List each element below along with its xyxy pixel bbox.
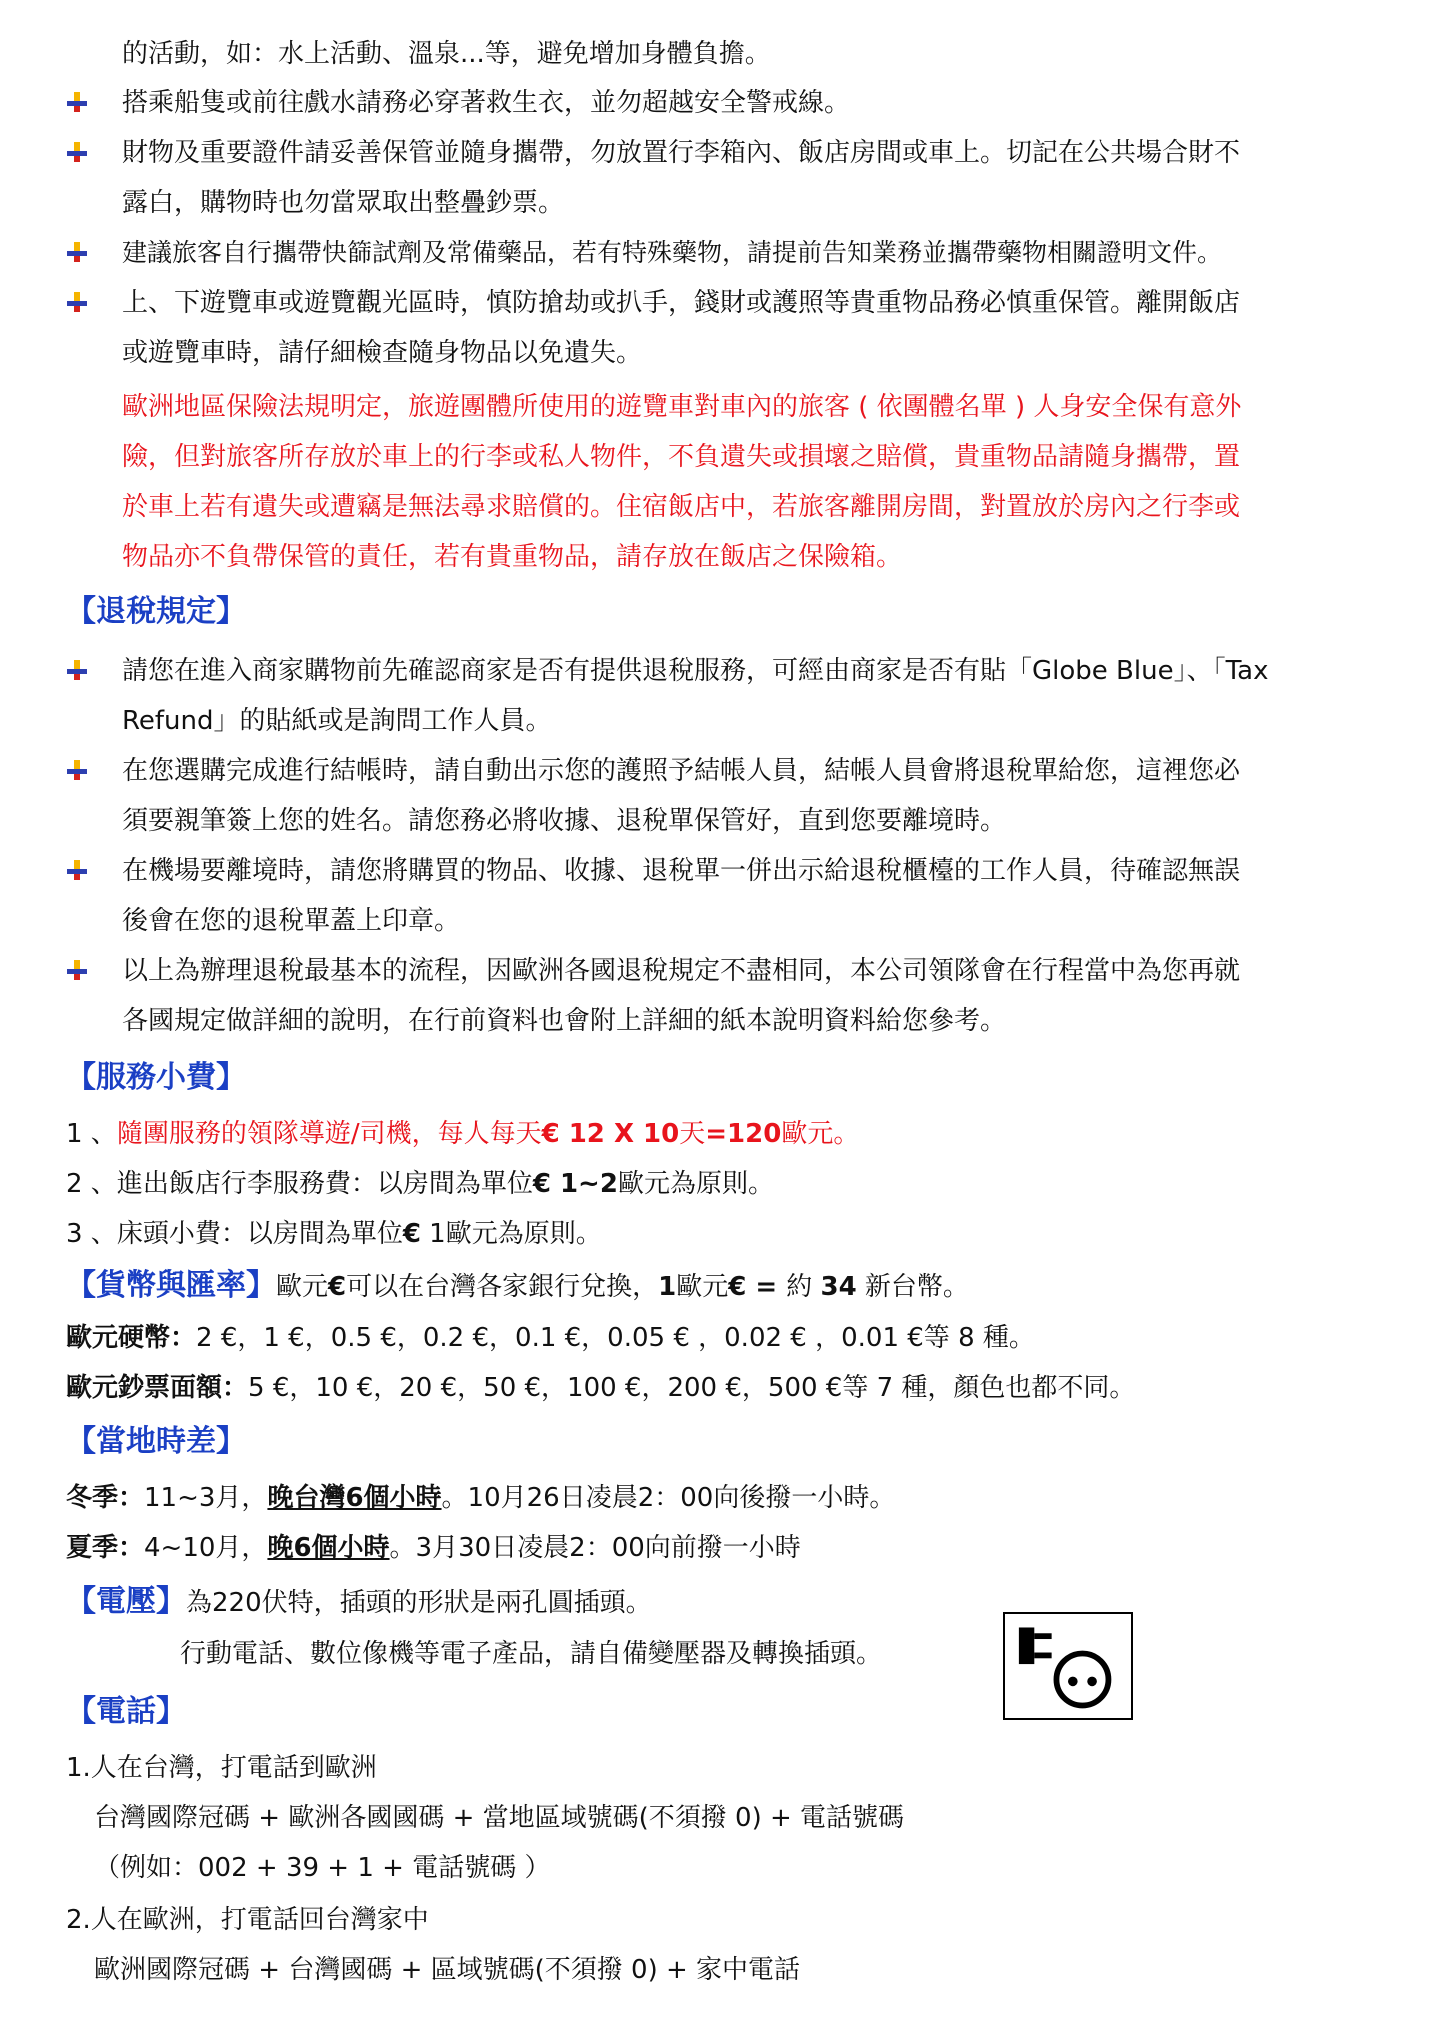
service-tips-heading: 【服務小費】: [66, 1060, 246, 1095]
bullet-icon: [66, 959, 88, 981]
intro-line-0: 的活動，如：水上活動、溫泉...等，避免增加身體負擔。: [122, 39, 771, 69]
currency-rate: 34: [820, 1272, 857, 1302]
summer-label: 夏季：: [66, 1533, 145, 1563]
currency-heading: 【貨幣與匯率】: [66, 1268, 276, 1303]
winter-months: 11~3月，: [144, 1483, 268, 1513]
currency-text-euro-2: 歐元: [676, 1272, 729, 1302]
banknotes-list: 5 €，10 €，20 €，50 €，100 €，200 €，500 €等 7 種，顏色也都不同。: [248, 1373, 1136, 1403]
tip-item-1-number: 1 、: [66, 1119, 117, 1149]
intro-item-2-line-2: 露白，購物時也勿當眾取出整疊鈔票。: [122, 188, 565, 218]
tax-item-1-line-1: 請您在進入商家購物前先確認商家是否有提供退稅服務，可經由商家是否有貼「Globe Blue」、「Tax: [122, 656, 1269, 686]
currency-twd: 新台幣。: [856, 1272, 969, 1302]
euro-symbol: €: [328, 1272, 347, 1302]
tip-item-2-number: 2 、: [66, 1169, 117, 1199]
winter-offset: 晚台灣6個小時: [267, 1483, 442, 1513]
winter-change: 。10月26日凌晨2：00向後撥一小時。: [441, 1483, 896, 1513]
insurance-note-line-2: 險，但對旅客所存放於車上的行李或私人物件，不負遺失或損壞之賠償，貴重物品請隨身攜帶，置: [122, 442, 1241, 472]
voltage-advice: 行動電話、數位像機等電子產品，請自備變壓器及轉換插頭。: [180, 1639, 883, 1669]
currency-approx: 約: [786, 1272, 821, 1302]
banknotes-line: [66, 1370, 1135, 1406]
time-difference-heading: 【當地時差】: [66, 1424, 246, 1459]
telephone-heading: 【電話】: [66, 1694, 186, 1729]
bullet-icon: [66, 91, 88, 113]
insurance-note-line-3: 於車上若有遺失或遭竊是無法尋求賠償的。住宿飯店中，若旅客離開房間，對置放於房內之行李或: [122, 492, 1241, 522]
currency-text-exchange: 可以在台灣各家銀行兌換，: [346, 1272, 659, 1302]
bullet-icon: [66, 659, 88, 681]
phone-line-3: （例如：002 + 39 + 1 + 電話號碼 ）: [94, 1853, 551, 1883]
winter-label: 冬季：: [66, 1483, 145, 1513]
tax-item-1-line-2: Refund」的貼紙或是詢問工作人員。: [122, 706, 552, 736]
tax-item-3-line-2: 後會在您的退稅單蓋上印章。: [122, 906, 461, 936]
tip-item-2: [66, 1166, 774, 1202]
tip-item-3-number: 3 、: [66, 1219, 117, 1249]
tip-item-1: [66, 1116, 859, 1152]
intro-item-2-line-1: 財物及重要證件請妥善保管並隨身攜帶，勿放置行李箱內、飯店房間或車上。切記在公共場合財不: [122, 138, 1241, 168]
intro-item-4-line-1: 上、下遊覽車或遊覽觀光區時，慎防搶劫或扒手，錢財或護照等貴重物品務必慎重保管。離開飯店: [122, 288, 1241, 318]
voltage-line: [66, 1584, 652, 1621]
insurance-note-line-4: 物品亦不負帶保管的責任，若有貴重物品，請存放在飯店之保險箱。: [122, 542, 903, 572]
plug-socket-icon: [1003, 1612, 1133, 1720]
summer-months: 4~10月，: [144, 1533, 268, 1563]
phone-line-4: 2.人在歐洲，打電話回台灣家中: [66, 1905, 429, 1935]
phone-line-1: 1.人在台灣，打電話到歐洲: [66, 1753, 377, 1783]
tip-item-2-text: 進出飯店行李服務費：以房間為單位: [116, 1169, 533, 1199]
tax-item-4-line-1: 以上為辦理退稅最基本的流程，因歐洲各國退稅規定不盡相同，本公司領隊會在行程當中為您再就: [122, 956, 1241, 986]
currency-line: [66, 1268, 969, 1305]
currency-one: 1: [658, 1272, 677, 1302]
tip-item-2-unit: 歐元為原則。: [617, 1169, 774, 1199]
intro-item-4-line-2: 或遊覽車時，請仔細檢查隨身物品以免遺失。: [122, 338, 643, 368]
tax-refund-heading: 【退稅規定】: [66, 594, 246, 629]
summer-line: [66, 1530, 801, 1566]
winter-line: [66, 1480, 895, 1516]
summer-offset: 晚6個小時: [267, 1533, 390, 1563]
bullet-icon: [66, 291, 88, 313]
intro-item-1: 搭乘船隻或前往戲水請務必穿著救生衣，並勿超越安全警戒線。: [122, 88, 851, 118]
tip-item-3-text: 床頭小費：以房間為單位: [116, 1219, 403, 1249]
coins-line: [66, 1320, 1035, 1356]
insurance-note-line-1: 歐洲地區保險法規明定，旅遊團體所使用的遊覽車對車內的旅客 ( 依團體名單 ) 人身安全保有意外: [122, 392, 1242, 422]
summer-change: 。3月30日凌晨2：00向前撥一小時: [389, 1533, 801, 1563]
euro-equals: € =: [728, 1272, 787, 1302]
tip-item-1-unit: 歐元。: [781, 1119, 860, 1149]
tip-item-1-days: 天: [679, 1119, 706, 1149]
tip-item-2-amount: € 1~2: [532, 1169, 618, 1199]
tip-item-1-total: =120: [705, 1119, 782, 1149]
tip-item-1-amount: € 12 X 10: [541, 1119, 680, 1149]
tip-item-1-text: 隨團服務的領隊導遊/司機，每人每天: [116, 1119, 542, 1149]
tip-item-3-unit: 1歐元為原則。: [420, 1219, 602, 1249]
bullet-icon: [66, 859, 88, 881]
bullet-icon: [66, 759, 88, 781]
tax-item-2-line-2: 須要親筆簽上您的姓名。請您務必將收據、退稅單保管好，直到您要離境時。: [122, 806, 1007, 836]
tip-item-3-euro: €: [402, 1219, 421, 1249]
tax-item-3-line-1: 在機場要離境時，請您將購買的物品、收據、退稅單一併出示給退稅櫃檯的工作人員，待確認無誤: [122, 856, 1241, 886]
coins-list: 2 €，1 €，0.5 €，0.2 €，0.1 €，0.05 € ，0.02 € ，0.01 €等 8 種。: [196, 1323, 1035, 1353]
coins-label: 歐元硬幣：: [66, 1323, 197, 1353]
currency-text-euro: 歐元: [276, 1272, 329, 1302]
tip-item-3: [66, 1216, 602, 1252]
bullet-icon: [66, 241, 88, 263]
banknotes-label: 歐元鈔票面額：: [66, 1373, 249, 1403]
phone-line-5: 歐洲國際冠碼 + 台灣國碼 + 區域號碼(不須撥 0) + 家中電話: [94, 1955, 801, 1985]
tax-item-2-line-1: 在您選購完成進行結帳時，請自動出示您的護照予結帳人員，結帳人員會將退稅單給您，這裡您必: [122, 756, 1241, 786]
voltage-heading: 【電壓】: [66, 1584, 186, 1619]
phone-line-2: 台灣國際冠碼 + 歐洲各國國碼 + 當地區域號碼(不須撥 0) + 電話號碼: [94, 1803, 905, 1833]
voltage-text: 為220伏特，插頭的形狀是兩孔圓插頭。: [186, 1588, 652, 1618]
tax-item-4-line-2: 各國規定做詳細的說明，在行前資料也會附上詳細的紙本說明資料給您參考。: [122, 1006, 1007, 1036]
intro-item-3: 建議旅客自行攜帶快篩試劑及常備藥品，若有特殊藥物，請提前告知業務並攜帶藥物相關證明文件。: [122, 238, 1223, 267]
bullet-icon: [66, 141, 88, 163]
